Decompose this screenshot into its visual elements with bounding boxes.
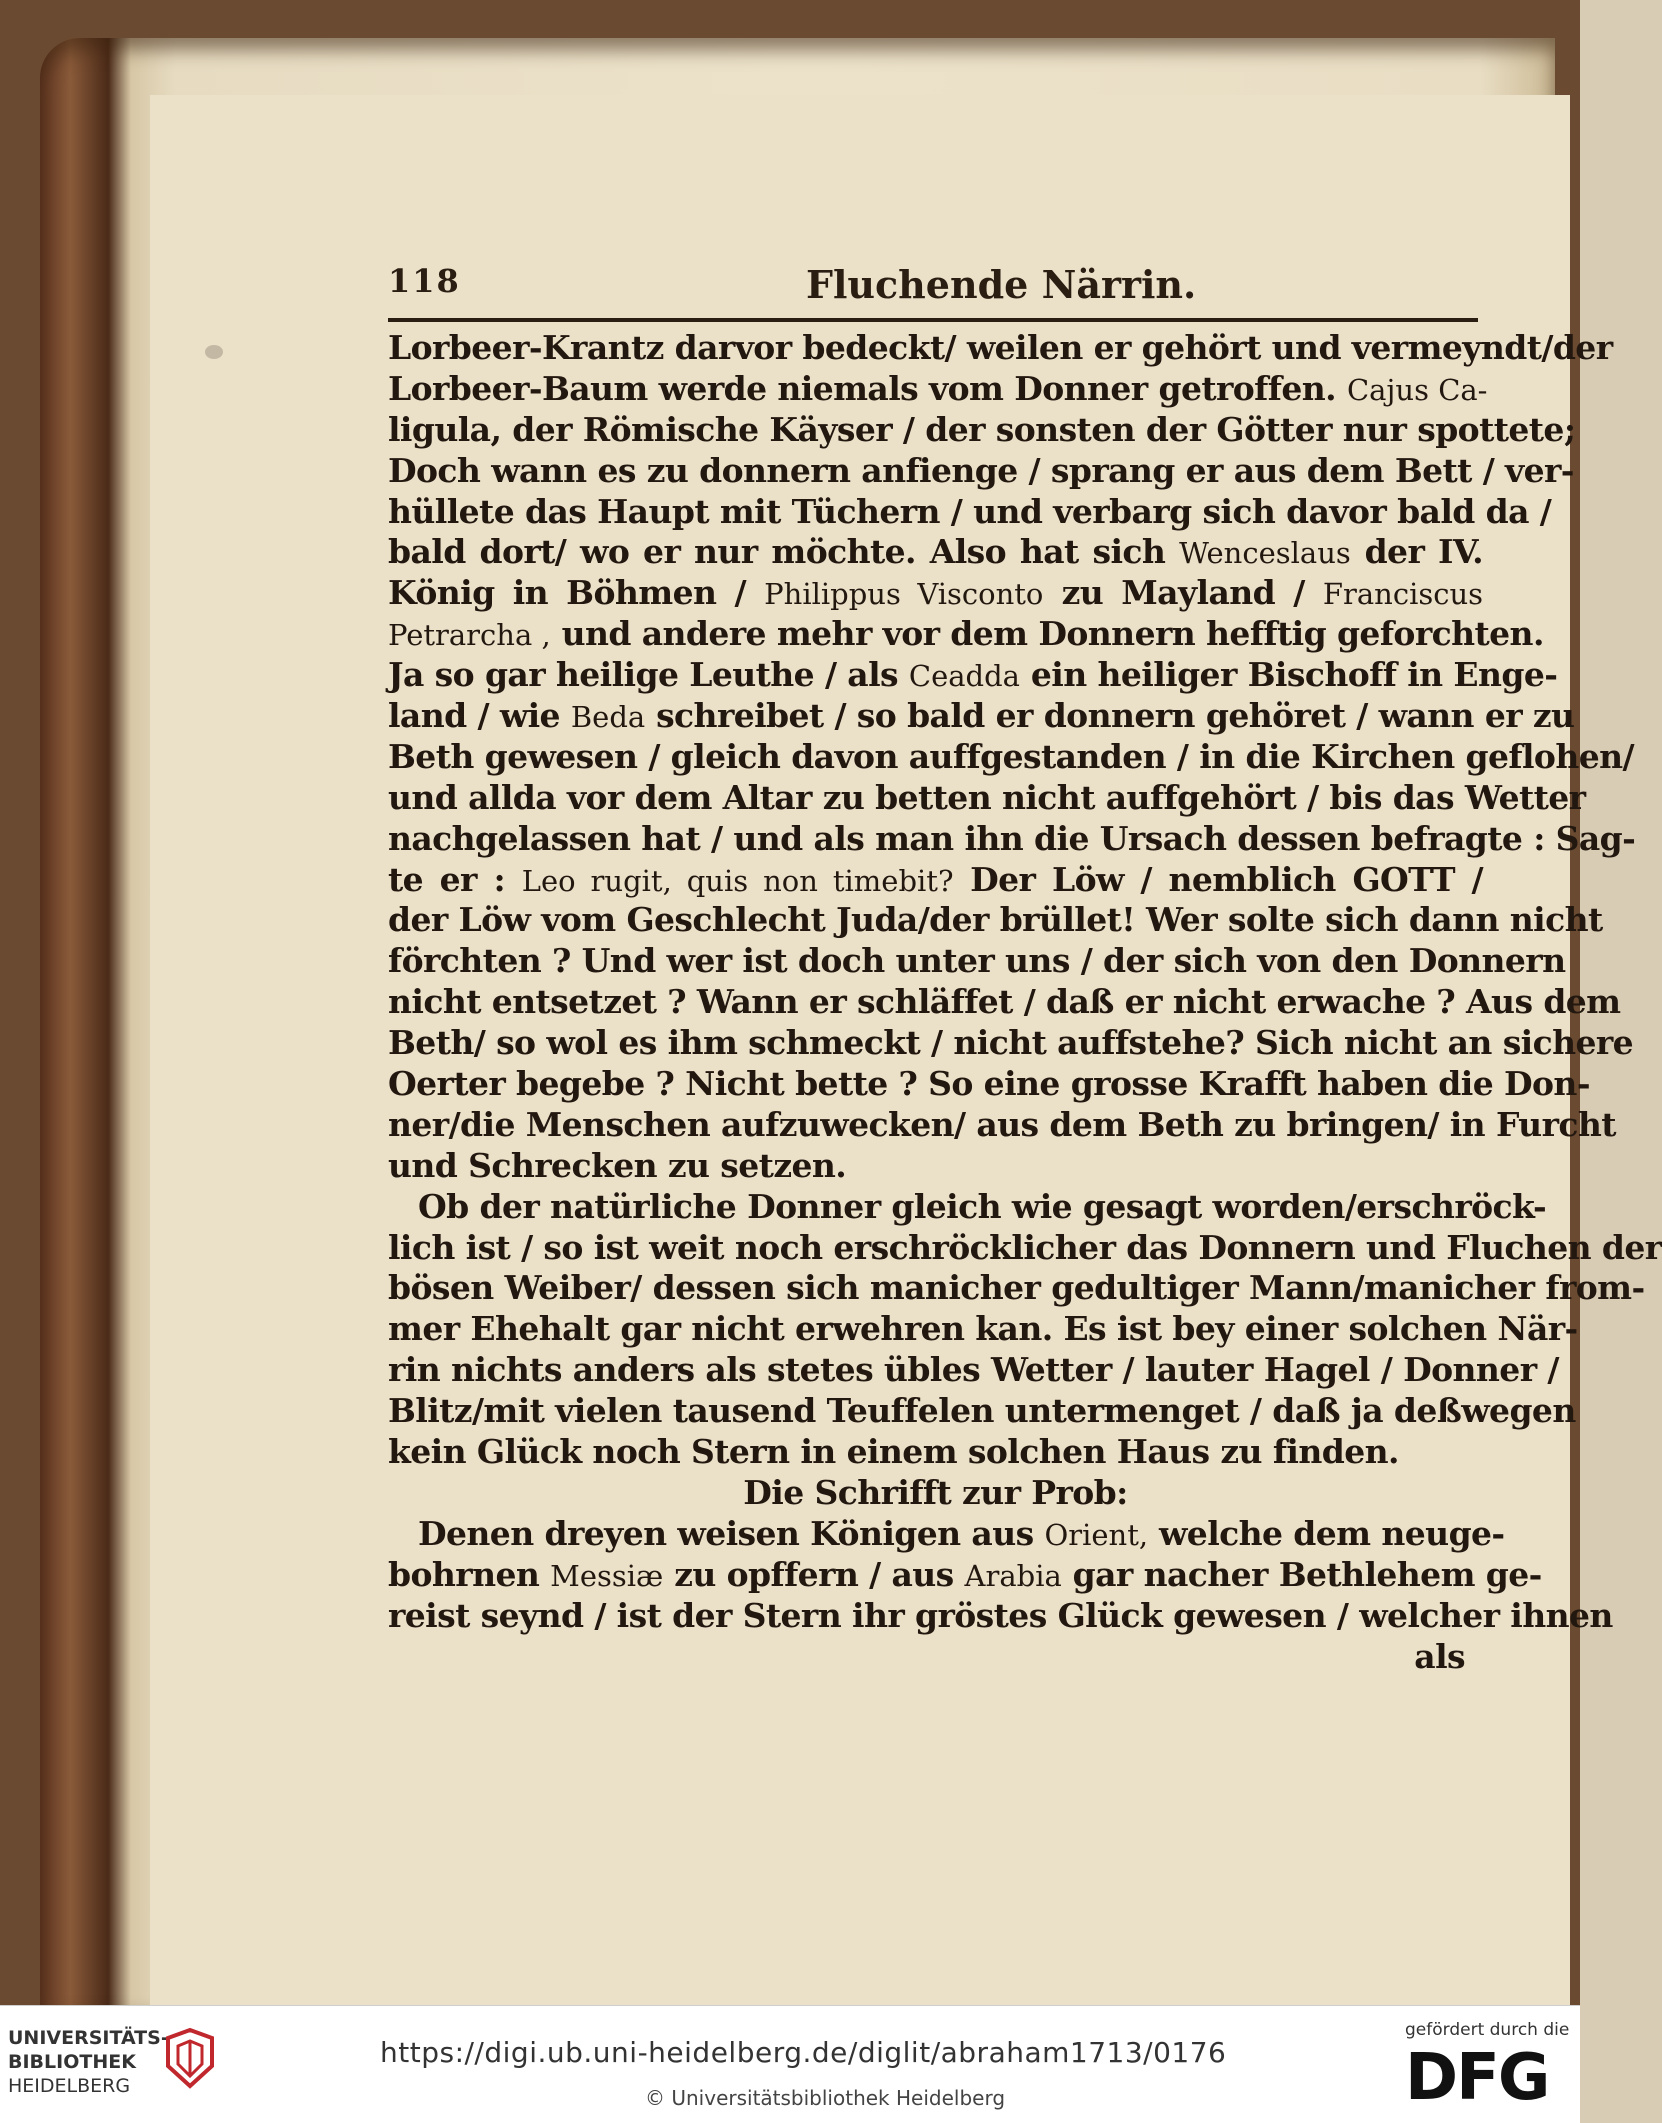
text-line: förchten ? Und wer ist doch unter uns / der sich von den Donnern	[388, 941, 1566, 981]
text-line: rin nichts anders als stetes übles Wetter / lauter Hagel / Donner /	[388, 1350, 1559, 1390]
library-emblem-icon	[160, 2026, 220, 2096]
text-line: König in Böhmen / Philippus Visconto zu Mayland / Franciscus	[388, 573, 1484, 613]
copyright-notice: © Universitätsbibliothek Heidelberg	[645, 2086, 1006, 2110]
library-name-line2: BIBLIOTHEK	[8, 2051, 136, 2073]
text-line: Beth/ so wol es ihm schmeckt / nicht auffstehe? Sich nicht an sichere	[388, 1023, 1634, 1063]
header-rule	[388, 318, 1478, 322]
text-line: Doch wann es zu donnern anfienge / sprang er aus dem Bett / ver-	[388, 450, 1574, 490]
text-line: lich ist / so ist weit noch erschröcklicher das Donnern und Fluchen der	[388, 1227, 1662, 1267]
text-line: reist seynd / ist der Stern ihr gröstes Glück gewesen / welcher ihnen	[388, 1595, 1613, 1635]
page-header	[388, 262, 1478, 322]
text-line: mer Ehehalt gar nicht erwehren kan. Es ist bey einer solchen När-	[388, 1309, 1578, 1349]
text-line: Denen dreyen weisen Königen aus Orient, welche dem neuge-	[418, 1513, 1505, 1553]
permalink-url[interactable]: https://digi.ub.uni-heidelberg.de/diglit/abraham1713/0176	[380, 2036, 1227, 2069]
text-line: ligula, der Römische Käyser / der sonsten der Götter nur spottete;	[388, 409, 1576, 449]
text-line: Oerter begebe ? Nicht bette ? So eine grosse Krafft haben die Don-	[388, 1064, 1590, 1104]
text-line: Ob der natürliche Donner gleich wie gesagt worden/erschröck-	[418, 1186, 1547, 1226]
dfg-logo[interactable]: DFG	[1405, 2041, 1549, 2115]
text-line: te er : Leo rugit, quis non timebit? Der Löw / nemblich GOTT /	[388, 859, 1483, 899]
library-logo[interactable]	[8, 2026, 168, 2098]
text-line: und allda vor dem Altar zu betten nicht auffgehört / bis das Wetter	[388, 777, 1586, 817]
text-line: Blitz/mit vielen tausend Teuffelen untermenget / daß ja deßwegen	[388, 1391, 1576, 1431]
body-text	[388, 328, 1662, 1677]
text-line: bald dort/ wo er nur möchte. Also hat sich Wenceslaus der IV.	[388, 532, 1483, 572]
text-line: Beth gewesen / gleich davon auffgestanden / in die Kirchen geflohen/	[388, 736, 1634, 776]
text-line: ner/die Menschen aufzuwecken/ aus dem Beth zu bringen/ in Furcht	[388, 1104, 1616, 1144]
text-line: Lorbeer-Krantz darvor bedeckt/ weilen er gehört und vermeyndt/der	[388, 328, 1613, 367]
page-number: 118	[388, 262, 461, 300]
viewer-footer	[0, 2005, 1580, 2123]
section-heading: Die Schrifft zur Prob:	[743, 1472, 1128, 1512]
running-head: Fluchende Närrin.	[806, 262, 1197, 307]
catchword: als	[1414, 1636, 1465, 1676]
text-line: hüllete das Haupt mit Tüchern / und verbarg sich davor bald da /	[388, 491, 1552, 531]
library-name-line3: HEIDELBERG	[8, 2075, 131, 2097]
funded-by-label: gefördert durch die	[1405, 2020, 1570, 2040]
text-line: land / wie Beda schreibet / so bald er donnern gehöret / wann er zu	[388, 696, 1575, 736]
text-line: kein Glück noch Stern in einem solchen Haus zu finden.	[388, 1432, 1399, 1472]
text-line: der Löw vom Geschlecht Juda/der brüllet! Wer solte sich dann nicht	[388, 900, 1603, 940]
text-line: Lorbeer-Baum werde niemals vom Donner getroffen. Cajus Ca-	[388, 368, 1488, 408]
text-line: Petrarcha , und andere mehr vor dem Donnern hefftig geforchten.	[388, 614, 1544, 654]
text-line: und Schrecken zu setzen.	[388, 1145, 847, 1185]
text-line: nachgelassen hat / und als man ihn die Ursach dessen befragte : Sag-	[388, 818, 1636, 858]
text-line: bohrnen Messiæ zu opffern / aus Arabia gar nacher Bethlehem ge-	[388, 1554, 1542, 1594]
page-stain	[205, 345, 223, 359]
text-line: nicht entsetzet ? Wann er schläffet / daß er nicht erwache ? Aus dem	[388, 982, 1621, 1022]
library-name-line1: UNIVERSITÄTS-	[8, 2027, 169, 2049]
text-line: Ja so gar heilige Leuthe / als Ceadda ein heiliger Bischoff in Enge-	[388, 655, 1558, 695]
text-line: bösen Weiber/ dessen sich manicher gedultiger Mann/manicher from-	[388, 1268, 1645, 1308]
